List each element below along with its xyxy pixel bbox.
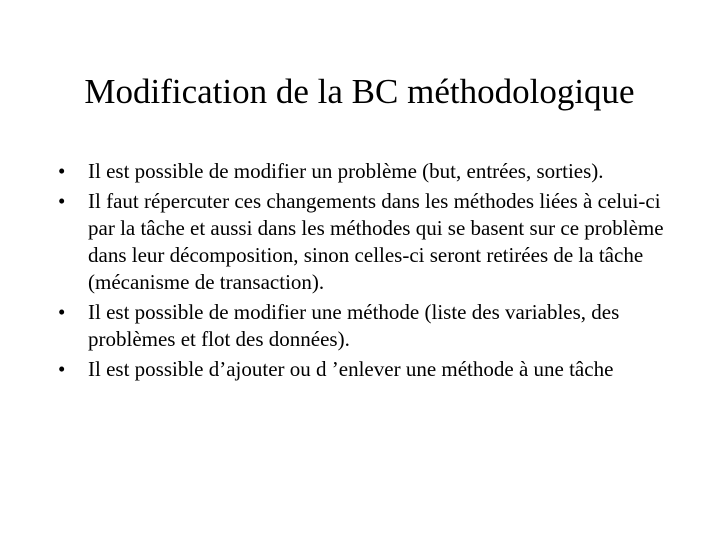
bullet-dot-icon: • (58, 300, 66, 324)
bullet-list (58, 158, 678, 386)
bullet-item (58, 299, 678, 353)
bullet-dot-icon: • (58, 159, 66, 183)
slide-title: Modification de la BC méthodologique (84, 72, 635, 111)
bullet-text: Il est possible d’ajouter ou d ’enlever une méthode à une tâche (88, 357, 614, 381)
bullet-text: Il faut répercuter ces changements dans les méthodes liées à celui-ci par la tâche et aussi dans les méthodes qui se basent sur ce problème dans leur décomposition, sinon celles-ci seront retirées de la tâche (mécanisme de transaction). (88, 189, 664, 294)
bullet-item (58, 158, 678, 185)
bullet-dot-icon: • (58, 189, 66, 213)
bullet-item (58, 188, 678, 296)
bullet-text: Il est possible de modifier un problème (but, entrées, sorties). (88, 159, 604, 183)
bullet-text: Il est possible de modifier une méthode (liste des variables, des problèmes et flot des données). (88, 300, 620, 351)
bullet-dot-icon: • (58, 357, 66, 381)
bullet-item (58, 356, 678, 383)
